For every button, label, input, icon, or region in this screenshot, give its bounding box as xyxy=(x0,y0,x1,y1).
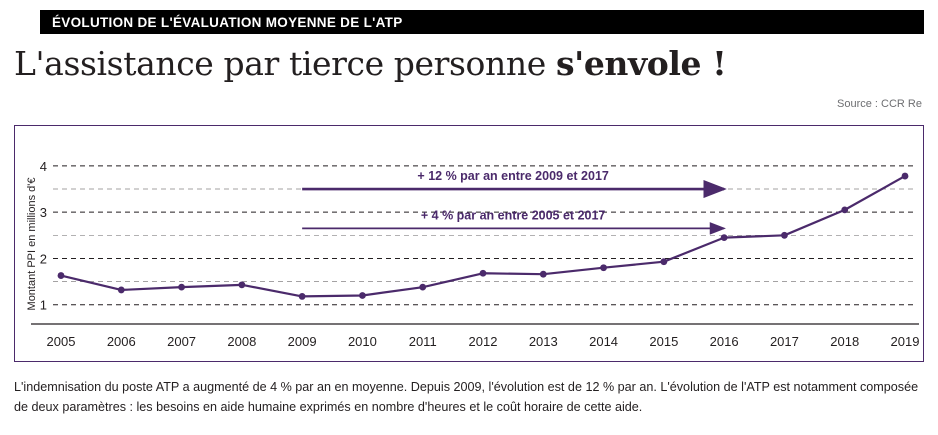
line-chart xyxy=(15,126,922,360)
data-point xyxy=(721,234,728,241)
x-tick-label: 2006 xyxy=(106,334,136,349)
data-point xyxy=(238,281,245,288)
page-title-emphasis: s'envole ! xyxy=(555,44,727,83)
data-point xyxy=(902,173,909,180)
y-tick-label: 2 xyxy=(39,251,47,267)
x-tick-label: 2015 xyxy=(649,334,679,349)
x-tick-label: 2010 xyxy=(347,334,377,349)
x-tick-label: 2008 xyxy=(227,334,257,349)
y-tick-label: 1 xyxy=(39,297,47,313)
x-tick-label: 2013 xyxy=(528,334,558,349)
data-point xyxy=(178,284,185,291)
y-axis-ticks xyxy=(40,159,47,313)
annotation-label: + 12 % par an entre 2009 et 2017 xyxy=(417,169,609,184)
x-tick-label: 2019 xyxy=(890,334,920,349)
chart-annotations xyxy=(302,169,724,228)
kicker-accent-block xyxy=(14,10,40,34)
x-tick-label: 2009 xyxy=(287,334,317,349)
data-point xyxy=(480,270,487,277)
data-point xyxy=(841,206,848,213)
x-tick-label: 2017 xyxy=(769,334,799,349)
y-tick-label: 3 xyxy=(39,205,47,221)
data-point xyxy=(58,272,65,279)
page-title xyxy=(14,44,726,83)
data-point xyxy=(359,292,366,299)
x-tick-label: 2014 xyxy=(589,334,619,349)
data-point xyxy=(118,287,125,294)
annotation-label: + 4 % par an entre 2005 et 2017 xyxy=(420,208,606,223)
x-axis-ticks xyxy=(31,324,919,349)
x-tick-label: 2018 xyxy=(830,334,860,349)
data-series xyxy=(58,173,909,300)
x-tick-label: 2016 xyxy=(709,334,739,349)
x-tick-label: 2011 xyxy=(408,334,437,349)
data-point xyxy=(299,293,306,300)
y-axis-label: Montant PPI en millions d'€ xyxy=(26,177,38,311)
x-tick-label: 2012 xyxy=(468,334,498,349)
data-point xyxy=(781,232,788,239)
kicker-text: ÉVOLUTION DE L'ÉVALUATION MOYENNE DE L'ATP xyxy=(52,14,403,30)
x-tick-label: 2005 xyxy=(46,334,76,349)
data-point xyxy=(419,284,426,291)
y-tick-label: 4 xyxy=(39,158,47,174)
data-point xyxy=(660,258,667,265)
kicker-bar xyxy=(14,10,924,34)
x-tick-label: 2007 xyxy=(167,334,197,349)
series-line xyxy=(61,176,905,296)
source-credit: Source : CCR Re xyxy=(837,98,922,110)
data-point xyxy=(600,264,607,271)
footnote-text: L'indemnisation du poste ATP a augmenté de 4 % par an en moyenne. Depuis 2009, l'évolution est de 12 % par an. L'évolution de l'ATP est notamment composée de deux paramètres : les besoins en aide humaine exprimés en nombre d'heures et le coût horaire de cette aide. xyxy=(14,380,919,414)
chart-container xyxy=(14,125,924,362)
data-point xyxy=(540,271,547,278)
page-title-regular: L'assistance par tierce personne xyxy=(14,44,556,83)
